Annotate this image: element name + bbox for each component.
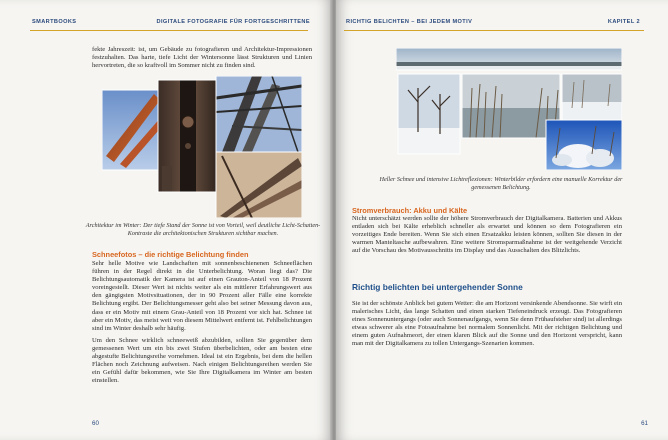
- schneefotos-paragraph-2: Um den Schnee wirklich schneeweiß abzubilden, sollten Sie gegenüber dem gemessenen Wert um ein bis zwei Stufen überbelichten, oder am besten eine abgestufte Belichtungsreihe vornehmen. Ideal ist ein Ergebnis, bei dem die hellen Flächen noch Zeichnung aufweisen. Nach einigen Belichtungsreihen werden Sie ein Gefühl dafür bekommen, wie Sie Ihre Digitalkamera im Winter am besten einstellen.: [92, 336, 312, 385]
- right-page-header: [336, 12, 668, 30]
- schneefotos-text: [92, 260, 312, 389]
- header-series-title: DIGITALE FOTOGRAFIE FÜR FORTGESCHRITTENE: [156, 19, 310, 25]
- sonne-paragraph: Sie ist der schönste Anblick bei gutem Wetter: die am Horizont versinkende Abendsonne. Sie wirft ein malerisches Licht, das lange Schatten und einen starken Tiefeneindruck erzeugt. Das Fotografieren eines Sonnenuntergangs (oder auch Sonnenaufgangs, wenn Sie denn Frühaufsteher sind) ist allerdings etwas schwerer als eine Fotoaufnahme bei normalem Sonnenlicht. Mit der richtigen Belichtung und einem guten Aufnahmeort, der einen klaren Blick auf die Sonne und den Horizont verspricht, kann man mit der Digitalkamera zu tollen Untergangs-Szenarien kommen.: [352, 300, 622, 348]
- header-rule: [30, 30, 308, 31]
- schneefotos-paragraph-1: Sehr helle Motive wie Landschaften mit sonnenbeschienenen Schneeflächen führen in der Regel direkt in die Unterbelichtung. Woran liegt das? Die Belichtungsautomatik der Kamera ist auf einen Grauton-Anteil von 18 Prozent voreingestellt. Dieser Wert ist nichts weiter als ein mittlerer Erfahrungswert aus den gängigsten Motivsituationen, der in 90 Prozent aller Fälle eine korrekte Belichtung ergibt. Der Belichtungsmesser geht also bei seiner Messung davon aus, dass er ein Motiv mit einem Grau-Anteil von 18 Prozent vor sich hat. Schnee ist aber ein Motiv, das meist weit von diesem Mittelwert entfernt ist. Fehlbelichtungen sind im Winter deshalb sehr häufig.: [92, 260, 312, 332]
- stromverbrauch-paragraph: Nicht unterschätzt werden sollte der höhere Stromverbrauch der Digitalkamera. Batterien und Akkus entladen sich bei Kälte erheblich schneller als erwartet und können so dem Fotografieren ein vorzeitiges Ende bereiten. Wenn Sie sich einen Ersatzakku leisten können, sollten Sie diesen in der warmen Manteltasche aufbewahren. Eine weitere Stromsparmaßnahme ist der weitgehende Verzicht auf die Vorschau des Motivausschnitts im Display und das Ausschalten des Blitzlichts.: [352, 215, 622, 255]
- left-page-number: 60: [92, 420, 99, 427]
- right-page-number: 61: [641, 420, 648, 427]
- winter-photo-collage: [396, 48, 622, 170]
- right-photo-caption: Heller Schnee und intensive Lichtreflexionen: Winterbilder erfordern eine manuelle Korrektur der gemessenen Belichtung.: [379, 176, 623, 191]
- right-page: [336, 0, 668, 440]
- header-chapter-title: RICHTIG BELICHTEN – BEI JEDEM MOTIV: [346, 19, 473, 25]
- section-heading-schneefotos: Schneefotos – die richtige Belichtung finden: [92, 250, 249, 259]
- architecture-photo-collage: [102, 76, 302, 218]
- section-heading-stromverbrauch: Stromverbrauch: Akku und Kälte: [352, 206, 468, 215]
- left-page-header: [0, 12, 332, 30]
- collage-image: [102, 76, 302, 218]
- header-rule: [344, 30, 644, 31]
- left-page: [0, 0, 332, 440]
- section-heading-sonne: Richtig belichten bei untergehender Sonne: [352, 282, 523, 292]
- header-chapter-number: KAPITEL 2: [607, 19, 640, 25]
- intro-paragraph: fekte Jahreszeit: ist, um Gebäude zu fotografieren und Architektur-Impressionen festzuhalten. Das harte, tiefe Licht der Wintersonne lässt Strukturen und Linien hervortreten, die so kraftvoll im Sommer nicht zu finden sind.: [92, 46, 312, 70]
- header-book-title: SMARTBOOKS: [32, 19, 77, 25]
- left-photo-caption: Architektur im Winter: Der tiefe Stand der Sonne ist von Vorteil, weil deutliche Licht-Schatten-Kontraste die architektonischen Strukturen sichtbar machen.: [85, 222, 321, 237]
- collage-image: [396, 48, 622, 170]
